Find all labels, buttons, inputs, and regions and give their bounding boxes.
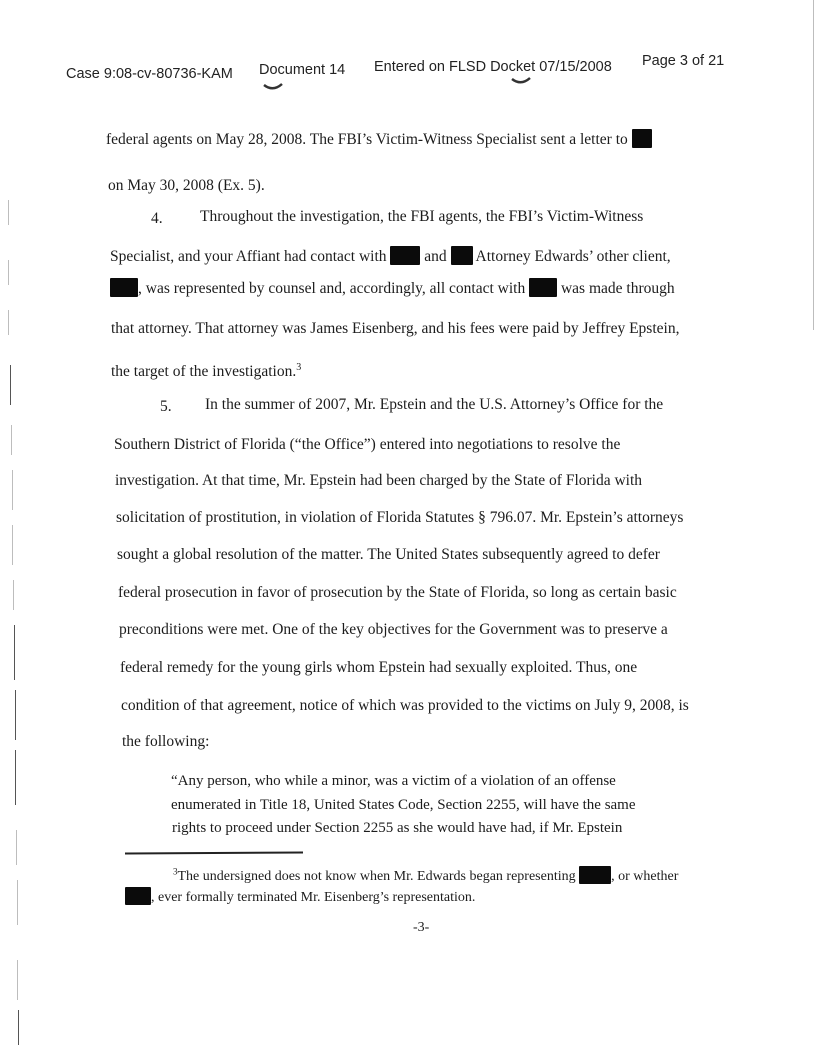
scan-artifact: [18, 1010, 19, 1045]
body-line: federal agents on May 28, 2008. The FBI’s Victim-Witness Specialist sent a letter to: [106, 129, 652, 149]
footnote-line: , ever formally terminated Mr. Eisenberg’s representation.: [125, 887, 475, 906]
body-line: the target of the investigation.$^3$: [111, 362, 302, 381]
page-number: -3-: [413, 920, 430, 935]
footnote-line: $^3$The undersigned does not know when Mr. Edwards began representing , or whether: [173, 866, 679, 884]
scan-artifact: [15, 690, 16, 740]
page-count: Page 3 of 21: [642, 53, 725, 69]
scan-artifact: [8, 260, 9, 285]
body-line: the following:: [122, 733, 210, 750]
body-line: Throughout the investigation, the FBI agents, the FBI’s Victim-Witness: [200, 208, 644, 225]
scan-artifact: [8, 200, 9, 225]
case-number: Case 9:08-cv-80736-KAM: [66, 66, 233, 82]
body-line: condition of that agreement, notice of which was provided to the victims on July 9, 2008, is: [121, 697, 689, 714]
redaction-box: [110, 278, 138, 297]
body-line: preconditions were met. One of the key objectives for the Government was to preserve a: [119, 621, 668, 638]
scan-artifact: [14, 625, 15, 680]
footnote-reference: 3: [296, 362, 302, 373]
body-line: solicitation of prostitution, in violation of Florida Statutes § 796.07. Mr. Epstein’s attorneys: [116, 509, 684, 526]
redaction-box: [579, 866, 611, 884]
scan-artifact: [13, 580, 14, 610]
body-line: , was represented by counsel and, accordingly, all contact with was made through: [110, 278, 675, 298]
body-line: federal prosecution in favor of prosecution by the State of Florida, so long as certain basic: [118, 584, 677, 601]
body-line: federal remedy for the young girls whom Epstein had sexually exploited. Thus, one: [120, 659, 638, 676]
docket-entry: Entered on FLSD Docket 07/15/2008: [374, 59, 612, 75]
body-line: Specialist, and your Affiant had contact with and Attorney Edwards’ other client,: [110, 248, 671, 265]
scan-artifact: [10, 365, 11, 405]
scan-mark-2: [510, 76, 532, 86]
scan-artifact: [17, 880, 18, 925]
body-line: Southern District of Florida (“the Office”) entered into negotiations to resolve the: [114, 436, 621, 453]
scan-artifact: [11, 425, 12, 455]
quote-line: enumerated in Title 18, United States Code, Section 2255, will have the same: [171, 797, 636, 813]
redaction-box: [451, 246, 473, 265]
quote-line: “Any person, who while a minor, was a victim of a violation of an offense: [171, 773, 616, 789]
body-line: on May 30, 2008 (Ex. 5).: [108, 177, 265, 194]
footnote-separator: [125, 852, 303, 855]
paragraph-4-number: 4.: [151, 210, 163, 227]
quote-line: rights to proceed under Section 2255 as she would have had, if Mr. Epstein: [172, 820, 623, 836]
scan-artifact: [16, 830, 17, 865]
body-line: that attorney. That attorney was James Eisenberg, and his fees were paid by Jeffrey Epstein,: [111, 320, 680, 337]
redaction-box: [390, 246, 420, 265]
body-line: sought a global resolution of the matter. The United States subsequently agreed to defer: [117, 546, 660, 563]
body-line: investigation. At that time, Mr. Epstein had been charged by the State of Florida with: [115, 472, 643, 489]
scan-artifact: [8, 310, 9, 335]
redaction-box: [529, 278, 557, 297]
scan-artifact: [15, 750, 16, 805]
scan-mark-1: [262, 82, 284, 92]
redaction-box: [632, 129, 652, 148]
scan-artifact: [12, 470, 13, 510]
scan-edge: [813, 0, 814, 330]
redaction-box: [125, 887, 151, 905]
paragraph-5-number: 5.: [160, 398, 172, 415]
body-line: In the summer of 2007, Mr. Epstein and the U.S. Attorney’s Office for the: [205, 396, 664, 413]
scan-artifact: [12, 525, 13, 565]
document-number: Document 14: [259, 62, 346, 78]
scan-artifact: [17, 960, 18, 1000]
